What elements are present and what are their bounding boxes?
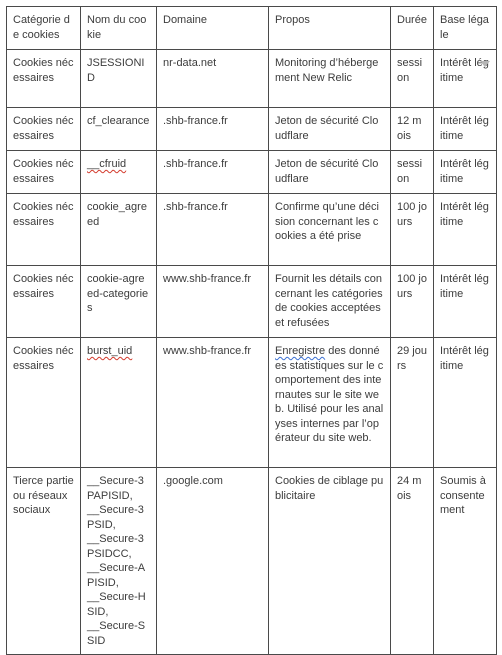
cell-duree: 29 jours [391, 338, 434, 468]
cell-duree: session [391, 151, 434, 194]
cell-base: Intérêt légitime [434, 194, 497, 266]
cell-propos: Cookies de ciblage publicitaire [269, 468, 391, 655]
cell-categorie: Tierce partie ou réseaux sociaux [7, 468, 81, 655]
cell-duree: 100 jours [391, 194, 434, 266]
cookie-name-item: __Secure-APISID, [87, 562, 146, 589]
cell-domaine: nr-data.net [157, 50, 269, 108]
header-base: Base légale [434, 7, 497, 50]
table-row [7, 151, 497, 194]
cell-domaine: .shb-france.fr [157, 151, 269, 194]
cell-domaine: www.shb-france.fr [157, 266, 269, 338]
cell-nom [81, 468, 157, 655]
cell-base: Intérêt légitime [434, 108, 497, 151]
cell-categorie: Cookies nécessaires [7, 108, 81, 151]
cell-domaine: .shb-france.fr [157, 108, 269, 151]
chevron-down-icon[interactable] [480, 61, 490, 67]
cell-categorie: Cookies nécessaires [7, 50, 81, 108]
table-row [7, 194, 497, 266]
cell-duree: 24 mois [391, 468, 434, 655]
cell-nom: cookie_agreed [81, 194, 157, 266]
cell-base: Soumis à consentement [434, 468, 497, 655]
table-row [7, 266, 497, 338]
cookie-name-item: __Secure-SSID [87, 620, 146, 647]
cell-domaine: .shb-france.fr [157, 194, 269, 266]
cell-nom-text: burst_uid [87, 345, 133, 357]
cookie-name-item: __Secure-HSID, [87, 591, 146, 618]
cookie-table-container [6, 6, 496, 655]
header-duree: Durée [391, 7, 434, 50]
cell-propos-rest: des données statistiques sur le comportement des internautes sur le site web. Utilisé pour les analyses internes par l’opérateur du site web. [275, 345, 384, 444]
cell-propos [269, 338, 391, 468]
table-row [7, 108, 497, 151]
cookie-name-item: __Secure-3PSIDCC, [87, 533, 144, 560]
cell-base[interactable] [434, 50, 497, 108]
header-domaine: Domaine [157, 7, 269, 50]
cell-propos: Confirme qu’une décision concernant les cookies a été prise [269, 194, 391, 266]
table-row [7, 50, 497, 108]
cell-base: Intérêt légitime [434, 338, 497, 468]
cell-propos: Jeton de sécurité Cloudflare [269, 108, 391, 151]
cell-nom: JSESSIONID [81, 50, 157, 108]
cell-categorie: Cookies nécessaires [7, 194, 81, 266]
cell-domaine: www.shb-france.fr [157, 338, 269, 468]
cell-duree: 100 jours [391, 266, 434, 338]
cell-propos-first-word: Enregistre [275, 345, 326, 357]
cell-nom: cf_clearance [81, 108, 157, 151]
cell-base: Intérêt légitime [434, 266, 497, 338]
cell-categorie: Cookies nécessaires [7, 338, 81, 468]
cell-nom-text: __cfruid [87, 158, 127, 170]
cell-propos: Monitoring d’hébergement New Relic [269, 50, 391, 108]
cell-propos: Jeton de sécurité Cloudflare [269, 151, 391, 194]
header-nom: Nom du cookie [81, 7, 157, 50]
cookie-name-item: __Secure-3PSID, [87, 504, 144, 531]
cell-duree: session [391, 50, 434, 108]
cell-nom [81, 338, 157, 468]
table-header-row [7, 7, 497, 50]
cell-duree: 12 mois [391, 108, 434, 151]
header-categorie: Catégorie de cookies [7, 7, 81, 50]
cell-propos: Fournit les détails concernant les catégories de cookies acceptées et refusées [269, 266, 391, 338]
cookie-name-item: __Secure-3PAPISID, [87, 475, 144, 502]
cookie-table [6, 6, 497, 655]
table-row [7, 338, 497, 468]
table-row [7, 468, 497, 655]
cell-base: Intérêt légitime [434, 151, 497, 194]
cell-nom: cookie-agreed-categories [81, 266, 157, 338]
cell-domaine: .google.com [157, 468, 269, 655]
cell-categorie: Cookies nécessaires [7, 151, 81, 194]
header-propos: Propos [269, 7, 391, 50]
cell-nom [81, 151, 157, 194]
cell-base-text: Intérêt légitime [440, 57, 489, 84]
cell-categorie: Cookies nécessaires [7, 266, 81, 338]
